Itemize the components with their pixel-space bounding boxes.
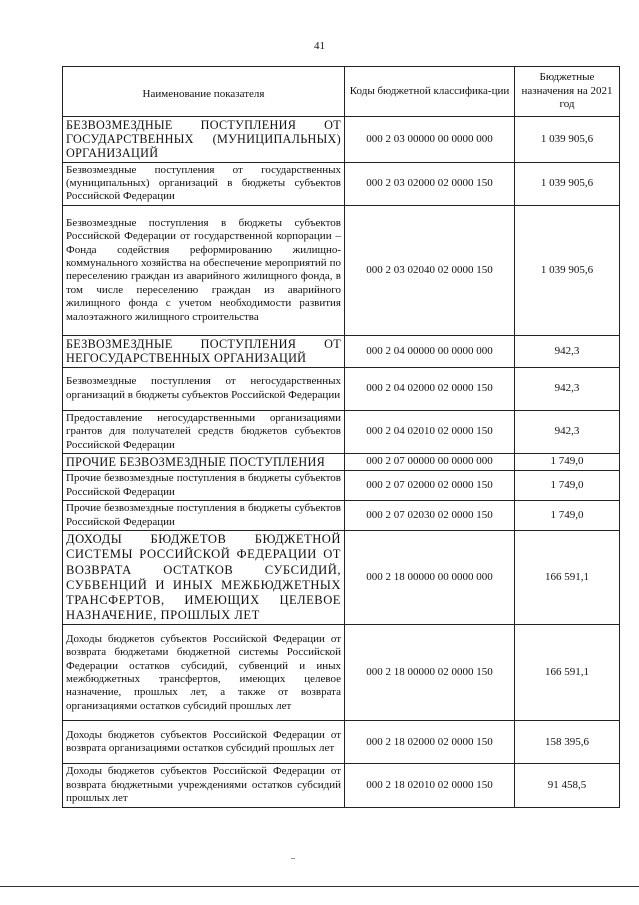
row-name: Безвозмездные поступления от негосударственных организаций в бюджеты субъектов Российской Федерации (63, 367, 345, 410)
table-row (63, 764, 620, 807)
row-code: 000 2 18 02000 02 0000 150 (345, 721, 515, 764)
table-header-row (63, 67, 620, 117)
table-row (63, 531, 620, 625)
row-name: Предоставление негосударственными организациями грантов для получателей средств бюджетов субъектов Российской Федерации (63, 410, 345, 453)
row-amount: 158 395,6 (515, 721, 620, 764)
row-name: Доходы бюджетов субъектов Российской Федерации от возврата бюджетными учреждениями остатков субсидий прошлых лет (63, 764, 345, 807)
header-amount: Бюджетные назначения на 2021 год (515, 67, 620, 117)
row-amount: 166 591,1 (515, 625, 620, 721)
row-amount: 942,3 (515, 410, 620, 453)
row-amount: 942,3 (515, 367, 620, 410)
table-row (63, 471, 620, 501)
row-name: Безвозмездные поступления от государственных (муниципальных) организаций в бюджеты субъектов Российской Федерации (63, 162, 345, 205)
row-name: ДОХОДЫ БЮДЖЕТОВ БЮДЖЕТНОЙ СИСТЕМЫ РОССИЙСКОЙ ФЕДЕРАЦИИ ОТ ВОЗВРАТА ОСТАТКОВ СУБСИДИЙ, СУБВЕНЦИЙ И ИНЫХ МЕЖБЮДЖЕТНЫХ ТРАНСФЕРТОВ, ИМЕЮЩИХ ЦЕЛЕВОЕ НАЗНАЧЕНИЕ, ПРОШЛЫХ ЛЕТ (63, 531, 345, 625)
budget-table (62, 66, 620, 808)
page-number: 41 (314, 40, 325, 52)
row-amount: 942,3 (515, 335, 620, 367)
row-code: 000 2 18 00000 02 0000 150 (345, 625, 515, 721)
row-name: БЕЗВОЗМЕЗДНЫЕ ПОСТУПЛЕНИЯ ОТ ГОСУДАРСТВЕННЫХ (МУНИЦИПАЛЬНЫХ) ОРГАНИЗАЦИЙ (63, 117, 345, 163)
table-row (63, 721, 620, 764)
table-row (63, 205, 620, 335)
table-row (63, 162, 620, 205)
header-code: Коды бюджетной классифика-ции (345, 67, 515, 117)
table-row (63, 454, 620, 471)
row-name: ПРОЧИЕ БЕЗВОЗМЕЗДНЫЕ ПОСТУПЛЕНИЯ (63, 454, 345, 471)
row-amount: 1 039 905,6 (515, 117, 620, 163)
row-code: 000 2 18 00000 00 0000 000 (345, 531, 515, 625)
table-row (63, 410, 620, 453)
row-amount: 166 591,1 (515, 531, 620, 625)
row-amount: 1 749,0 (515, 501, 620, 531)
row-code: 000 2 03 00000 00 0000 000 (345, 117, 515, 163)
row-code: 000 2 03 02040 02 0000 150 (345, 205, 515, 335)
header-name: Наименование показателя (63, 67, 345, 117)
row-code: 000 2 07 00000 00 0000 000 (345, 454, 515, 471)
row-amount: 1 039 905,6 (515, 205, 620, 335)
row-amount: 1 749,0 (515, 454, 620, 471)
row-code: 000 2 04 00000 00 0000 000 (345, 335, 515, 367)
table-row (63, 117, 620, 163)
table-row (63, 367, 620, 410)
row-code: 000 2 04 02000 02 0000 150 (345, 367, 515, 410)
row-code: 000 2 03 02000 02 0000 150 (345, 162, 515, 205)
row-code: 000 2 18 02010 02 0000 150 (345, 764, 515, 807)
table-row (63, 625, 620, 721)
row-amount: 1 749,0 (515, 471, 620, 501)
page-mark (291, 858, 295, 859)
row-name: Доходы бюджетов субъектов Российской Федерации от возврата организациями остатков субсидий прошлых лет (63, 721, 345, 764)
row-name: БЕЗВОЗМЕЗДНЫЕ ПОСТУПЛЕНИЯ ОТ НЕГОСУДАРСТВЕННЫХ ОРГАНИЗАЦИЙ (63, 335, 345, 367)
row-amount: 91 458,5 (515, 764, 620, 807)
row-code: 000 2 04 02010 02 0000 150 (345, 410, 515, 453)
row-code: 000 2 07 02000 02 0000 150 (345, 471, 515, 501)
row-amount: 1 039 905,6 (515, 162, 620, 205)
row-name: Безвозмездные поступления в бюджеты субъектов Российской Федерации от государственной корпорации – Фонда содействия реформированию жилищно-коммунального хозяйства на обеспечение мероприятий по переселению граждан из аварийного жилищного фонда, в том числе переселению граждан из аварийного жилищного фонда с учетом необходимости развития малоэтажного жилищного строительства (63, 205, 345, 335)
row-name: Прочие безвозмездные поступления в бюджеты субъектов Российской Федерации (63, 471, 345, 501)
row-name: Доходы бюджетов субъектов Российской Федерации от возврата бюджетами бюджетной системы Российской Федерации остатков субсидий, субвенций и иных межбюджетных трансфертов, имеющих целевое назначение, прошлых лет, а также от возврата организациями остатков субсидий прошлых лет (63, 625, 345, 721)
row-name: Прочие безвозмездные поступления в бюджеты субъектов Российской Федерации (63, 501, 345, 531)
footer-rule (0, 886, 639, 887)
table-row (63, 501, 620, 531)
row-code: 000 2 07 02030 02 0000 150 (345, 501, 515, 531)
table-row (63, 335, 620, 367)
